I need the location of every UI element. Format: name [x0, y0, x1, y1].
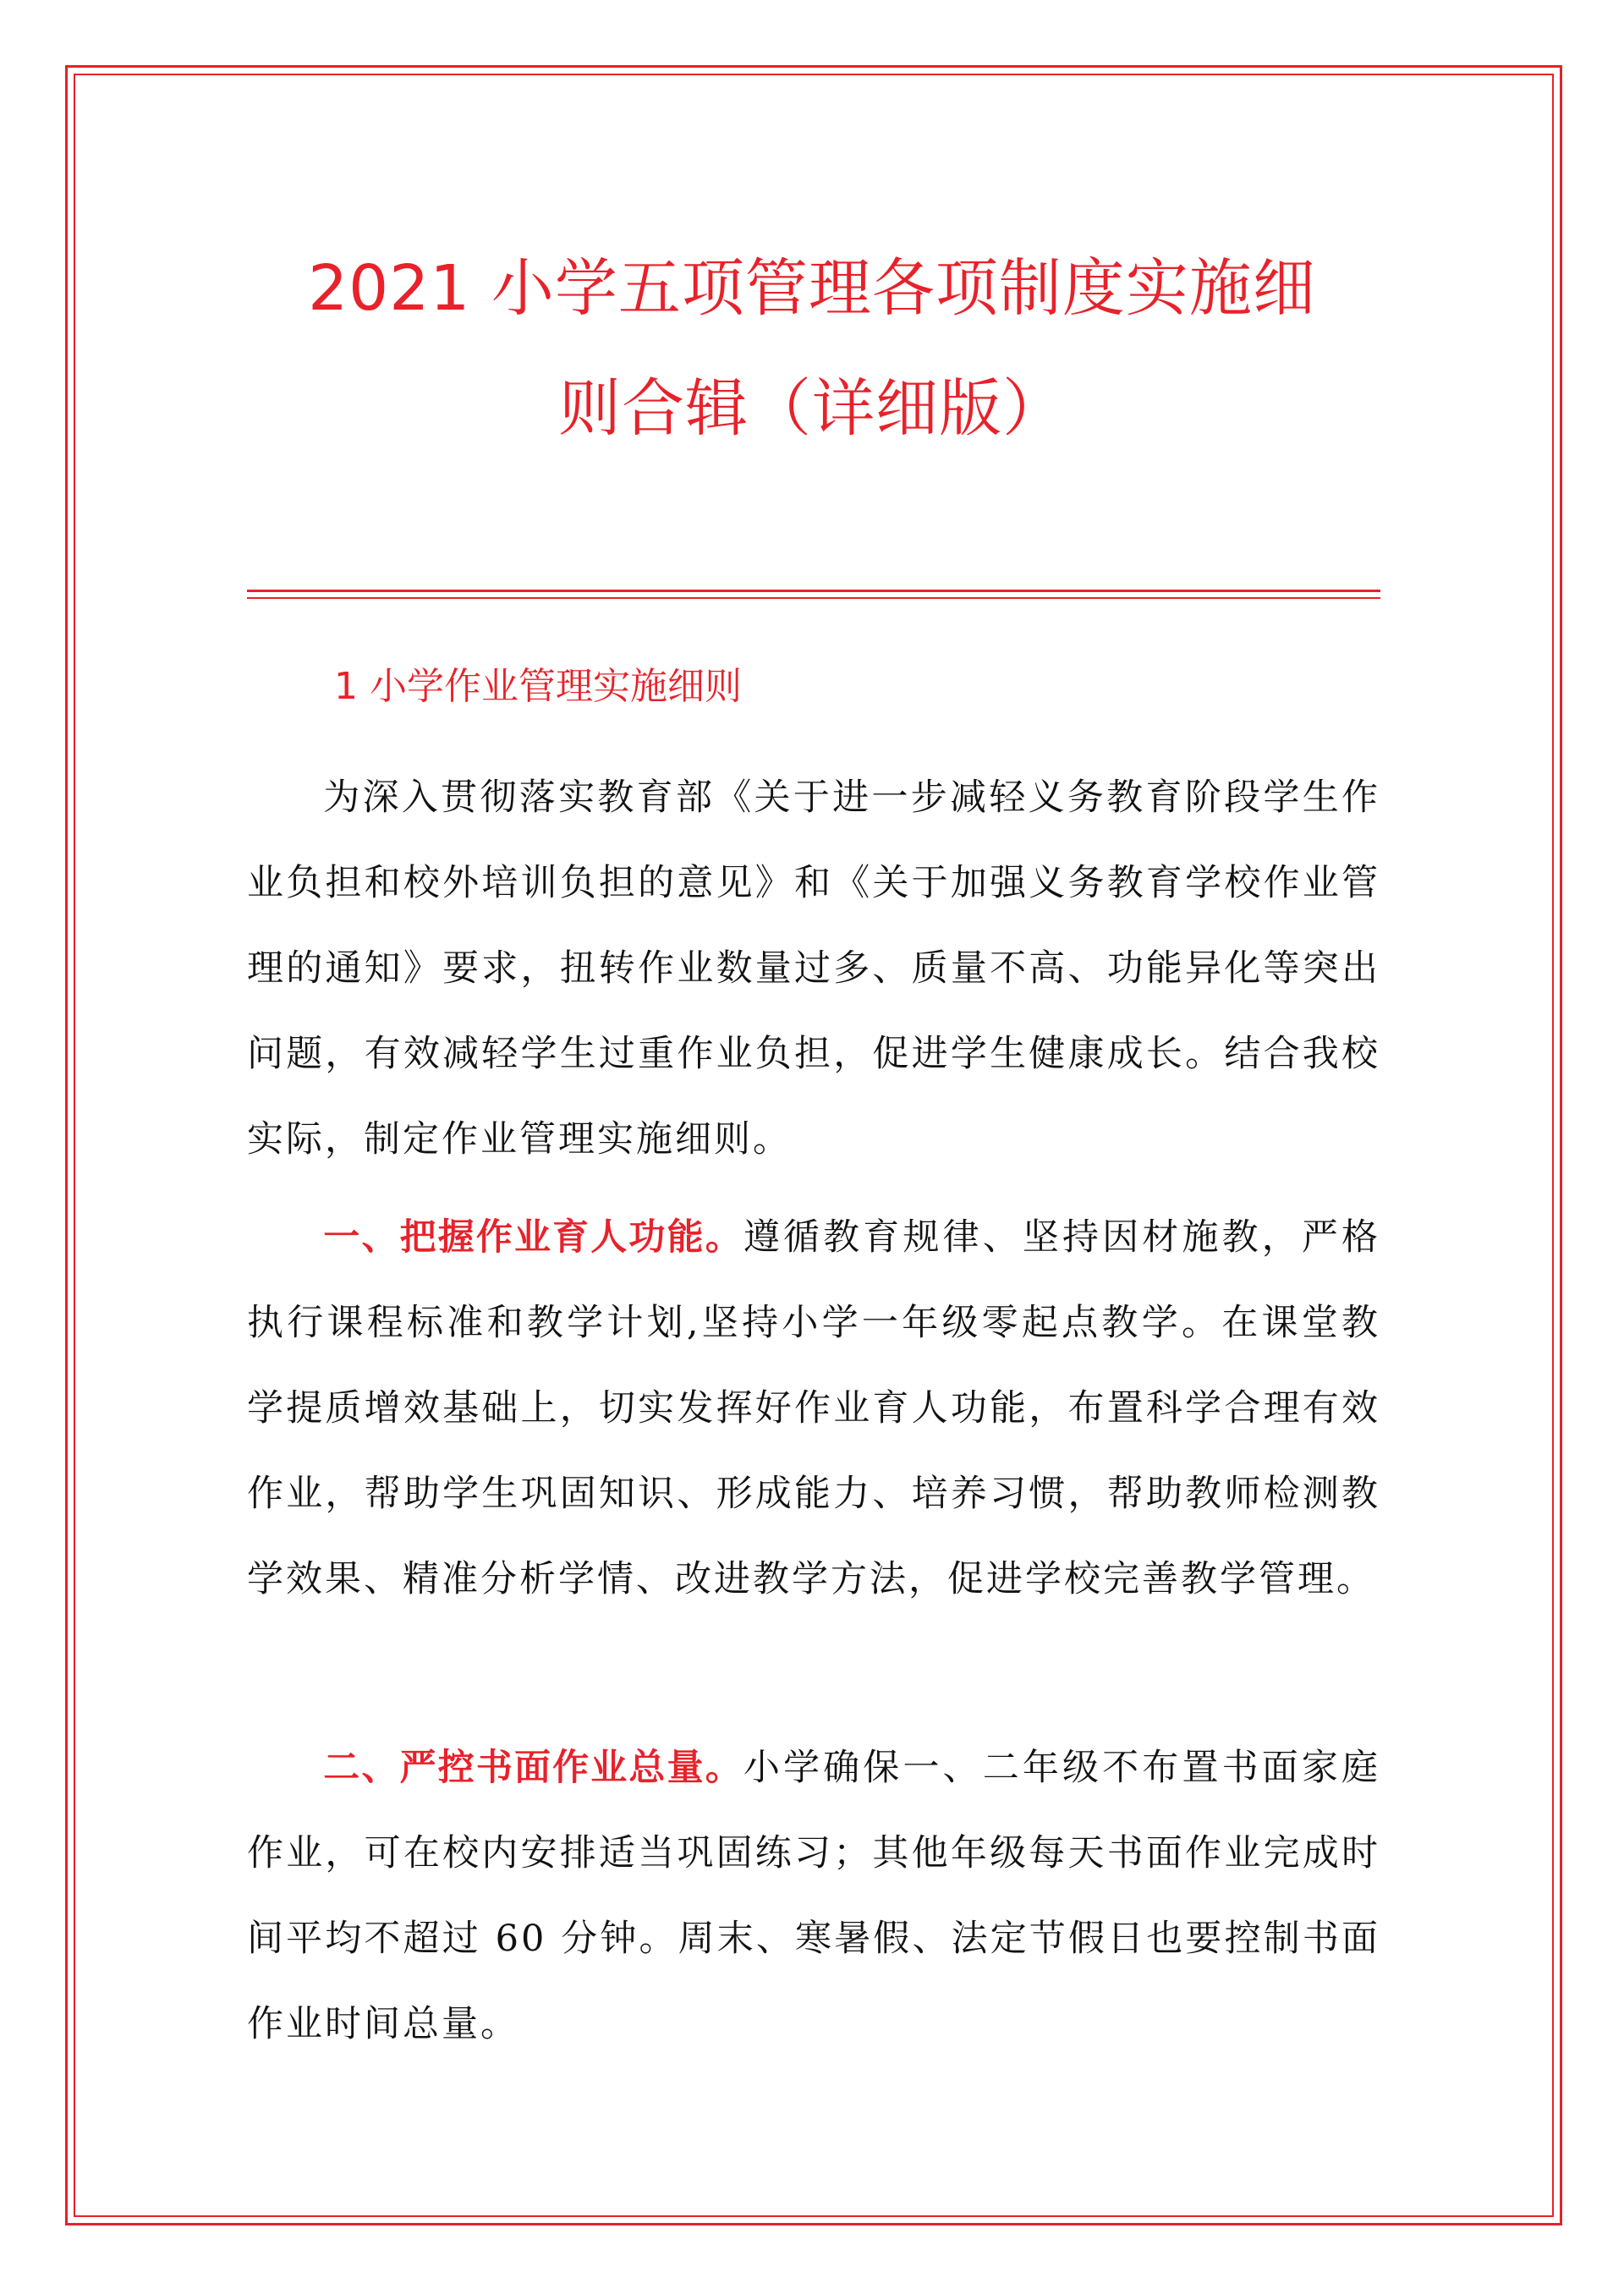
paragraph-section-two: [247, 1726, 1380, 2067]
paragraph-intro-text: 为深入贯彻落实教育部《关于进一步减轻义务教育阶段学生作业负担和校外培训负担的意见》和《关于加强义务教育学校作业管理的通知》要求，扭转作业数量过多、质量不高、功能异化等突出问题，有效减轻学生过重作业负担，促进学生健康成长。结合我校实际，制定作业管理实施细则。: [247, 777, 1380, 1161]
paragraph-section-two-text: 小学确保一、二年级不布置书面家庭作业，可在校内安排适当巩固练习；其他年级每天书面作业完成时间平均不超过 60 分钟。周末、寒暑假、法定节假日也要控制书面作业时间总量。: [247, 1747, 1381, 2045]
paragraph-section-two-lead: 二、严控书面作业总量。: [323, 1747, 743, 1789]
paragraph-section-one-text: 遵循教育规律、坚持因材施教，严格执行课程标准和教学计划,坚持小学一年级零起点教学。在课堂教学提质增效基础上，切实发挥好作业育人功能，布置科学合理有效作业，帮助学生巩固知识、形成能力、培养习惯，帮助教师检测教学效果、精准分析学情、改进教学方法，促进学校完善教学管理。: [247, 1216, 1381, 1600]
paragraph-section-one: [247, 1195, 1380, 1622]
paragraph-intro: [247, 755, 1380, 1183]
document-title: [245, 228, 1379, 469]
title-double-rule: [247, 590, 1380, 599]
document-title-line-2: 则合辑（详细版）: [558, 372, 1066, 445]
document-title-line-1: 2021 小学五项管理各项制度实施细: [308, 252, 1316, 325]
paragraph-section-one-lead: 一、把握作业育人功能。: [323, 1216, 743, 1259]
section-heading: 1 小学作业管理实施细则: [334, 665, 742, 708]
